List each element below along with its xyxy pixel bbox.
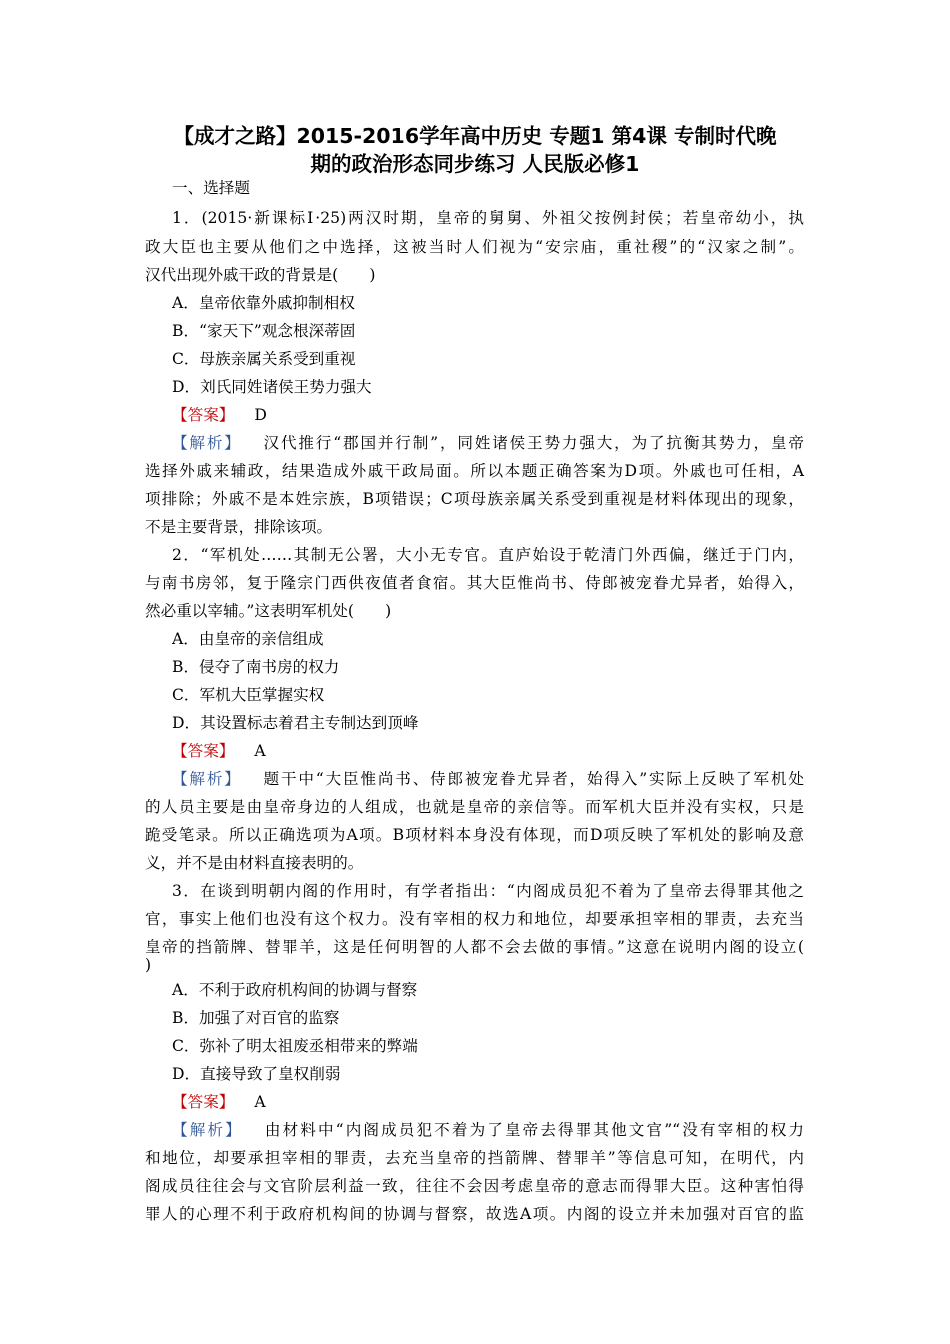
q2-answer bbox=[172, 741, 266, 761]
q2-analysis-line-3: 跪受笔录。所以正确选项为A项。B项材料本身没有体现，而D项反映了军机处的影响及意 bbox=[145, 826, 804, 844]
q3-answer-value: A bbox=[254, 1093, 266, 1111]
q2-option-b: B．侵夺了南书房的权力 bbox=[172, 658, 340, 676]
document-title bbox=[140, 122, 810, 178]
q3-option-a: A．不利于政府机构间的协调与督察 bbox=[172, 981, 418, 999]
analysis-tag: 【解析】 bbox=[172, 1121, 243, 1139]
q1-option-b: B．“家天下”观念根深蒂固 bbox=[172, 322, 356, 340]
q3-analysis-line-1 bbox=[172, 1120, 804, 1140]
q3-option-b: B．加强了对百官的监察 bbox=[172, 1009, 340, 1027]
q1-analysis-line-2: 选择外戚来辅政，结果造成外戚干政局面。所以本题正确答案为D项。外戚也可任相，A bbox=[145, 462, 804, 480]
q2-stem-line-2: 与南书房邻，复于隆宗门西供夜值者食宿。其大臣惟尚书、侍郎被宠眷尤异者，始得入， bbox=[145, 574, 804, 592]
q3-analysis-text-1: 由材料中“内阁成员犯不着为了皇帝去得罪其他文官”“没有宰相的权力 bbox=[262, 1121, 804, 1139]
q3-stem-line-4: ) bbox=[145, 956, 152, 974]
q3-stem-line-1: 3．在谈到明朝内阁的作用时，有学者指出：“内阁成员犯不着为了皇帝去得罪其他之 bbox=[172, 882, 804, 900]
analysis-tag: 【解析】 bbox=[172, 770, 242, 788]
q2-option-a: A．由皇帝的亲信组成 bbox=[172, 630, 324, 648]
q1-stem-line-3: 汉代出现外戚干政的背景是( ) bbox=[145, 266, 376, 284]
q3-option-c: C．弥补了明太祖废丞相带来的弊端 bbox=[172, 1037, 418, 1055]
q3-analysis-line-2: 和地位，却要承担宰相的罪责，去充当皇帝的挡箭牌、替罪羊”等信息可知，在明代，内 bbox=[145, 1149, 804, 1167]
q2-option-c: C．军机大臣掌握实权 bbox=[172, 686, 325, 704]
q2-analysis-line-1 bbox=[172, 769, 804, 789]
q1-analysis-line-4: 不是主要背景，排除该项。 bbox=[145, 518, 333, 536]
q1-answer bbox=[172, 405, 267, 425]
analysis-tag: 【解析】 bbox=[172, 434, 242, 452]
q1-stem-line-2: 政大臣也主要从他们之中选择，这被当时人们视为“安宗庙，重社稷”的“汉家之制”。 bbox=[145, 238, 804, 256]
q3-analysis-line-4: 罪人的心理不利于政府机构间的协调与督察，故选A项。内阁的设立并未加强对百官的监 bbox=[145, 1205, 804, 1223]
q1-stem-line-1: 1．(2015·新课标Ⅰ·25)两汉时期，皇帝的舅舅、外祖父按例封侯；若皇帝幼小，执 bbox=[172, 209, 804, 227]
answer-tag: 【答案】 bbox=[172, 1093, 235, 1111]
q1-analysis-text-1: 汉代推行“郡国并行制”，同姓诸侯王势力强大，为了抗衡其势力，皇帝 bbox=[261, 434, 804, 452]
q1-option-a: A．皇帝依靠外戚抑制相权 bbox=[172, 294, 355, 312]
section-heading: 一、选择题 bbox=[172, 179, 250, 197]
answer-tag: 【答案】 bbox=[172, 406, 235, 424]
q2-analysis-text-1: 题干中“大臣惟尚书、侍郎被宠眷尤异者，始得入”实际上反映了军机处 bbox=[261, 770, 804, 788]
q1-option-d: D．刘氏同姓诸侯王势力强大 bbox=[172, 378, 372, 396]
q2-option-d: D．其设置标志着君主专制达到顶峰 bbox=[172, 714, 419, 732]
answer-tag: 【答案】 bbox=[172, 742, 235, 760]
q1-answer-value: D bbox=[254, 406, 267, 424]
q1-option-c: C．母族亲属关系受到重视 bbox=[172, 350, 356, 368]
q1-analysis-line-3: 项排除；外戚不是本姓宗族，B项错误；C项母族亲属关系受到重视是材料体现出的现象， bbox=[145, 490, 804, 508]
q2-answer-value: A bbox=[254, 742, 266, 760]
q3-answer bbox=[172, 1092, 266, 1112]
q2-stem-line-1: 2．“军机处……其制无公署，大小无专官。直庐始设于乾清门外西偏，继迁于门内， bbox=[172, 546, 804, 564]
q1-analysis-line-1 bbox=[172, 433, 804, 453]
q3-stem-line-2: 官，事实上他们也没有这个权力。没有宰相的权力和地位，却要承担宰相的罪责，去充当 bbox=[145, 910, 804, 928]
q2-analysis-line-2: 的人员主要是由皇帝身边的人组成，也就是皇帝的亲信等。而军机大臣并没有实权，只是 bbox=[145, 798, 804, 816]
q2-stem-line-3: 然必重以宰辅。”这表明军机处( ) bbox=[145, 602, 392, 620]
q3-option-d: D．直接导致了皇权削弱 bbox=[172, 1065, 341, 1083]
q3-stem-line-3: 皇帝的挡箭牌、替罪羊，这是任何明智的人都不会去做的事情。”这意在说明内阁的设立( bbox=[145, 938, 804, 956]
title-line-1: 【成才之路】2015-2016学年高中历史 专题1 第4课 专制时代晚 bbox=[173, 124, 777, 148]
title-line-2: 期的政治形态同步练习 人民版必修1 bbox=[310, 152, 640, 176]
q2-analysis-line-4: 义，并不是由材料直接表明的。 bbox=[145, 854, 364, 872]
q3-analysis-line-3: 阁成员往往会与文官阶层利益一致，往往不会因考虑皇帝的意志而得罪大臣。这种害怕得 bbox=[145, 1177, 804, 1195]
